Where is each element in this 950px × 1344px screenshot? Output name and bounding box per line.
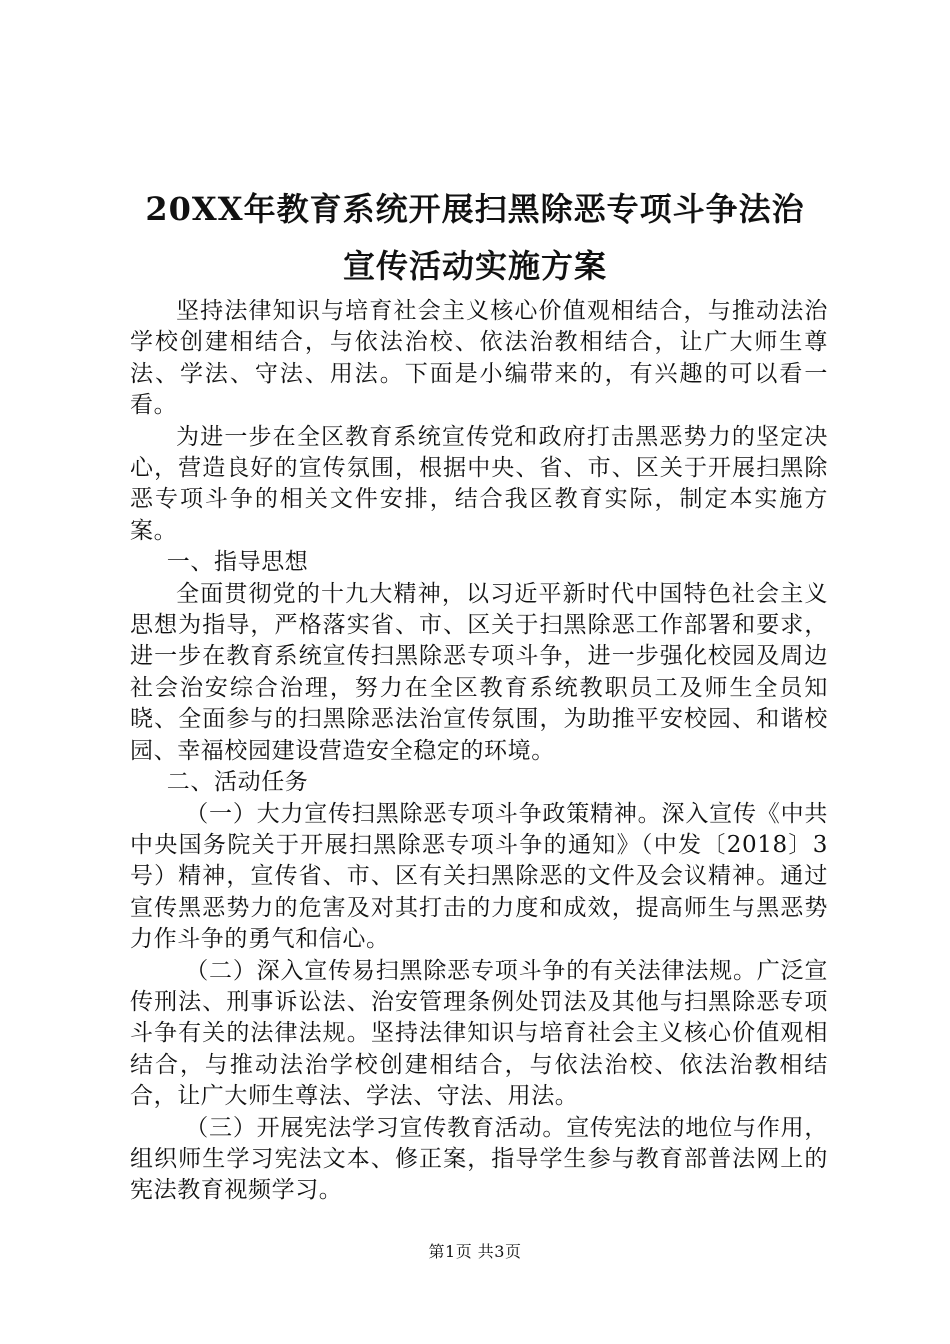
page-number-footer: 第1页 共3页 xyxy=(428,1242,522,1261)
purpose-paragraph: 为进一步在全区教育系统宣传党和政府打击黑恶势力的坚定决心，营造良好的宣传氛围，根据中央、省、市、区关于开展扫黑除恶专项斗争的相关文件安排，结合我区教育实际，制定本实施方案。 xyxy=(130,423,828,544)
task-1-paragraph: （一）大力宣传扫黑除恶专项斗争政策精神。深入宣传《中共中央国务院关于开展扫黑除恶专项斗争的通知》（中发〔2018〕3号）精神，宣传省、市、区有关扫黑除恶的文件及会议精神。通过宣传黑恶势力的危害及对其打击的力度和成效，提高师生与黑恶势力作斗争的勇气和信心。 xyxy=(130,800,828,953)
guiding-ideology-paragraph: 全面贯彻党的十九大精神，以习近平新时代中国特色社会主义思想为指导，严格落实省、市、区关于扫黑除恶工作部署和要求，进一步在教育系统宣传扫黑除恶专项斗争，进一步强化校园及周边社会治安综合治理，努力在全区教育系统教职员工及师生全员知晓、全面参与的扫黑除恶法治宣传氛围，为助推平安校园、和谐校园、幸福校园建设营造安全稳定的环境。 xyxy=(130,580,828,764)
section-heading-activity-tasks: 二、活动任务 xyxy=(166,769,309,796)
intro-paragraph: 坚持法律知识与培育社会主义核心价值观相结合，与推动法治学校创建相结合，与依法治校、依法治教相结合，让广大师生尊法、学法、守法、用法。下面是小编带来的，有兴趣的可以看一看。 xyxy=(130,298,828,419)
section-heading-guiding-ideology: 一、指导思想 xyxy=(166,549,309,576)
task-2-paragraph: （二）深入宣传易扫黑除恶专项斗争的有关法律法规。广泛宣传刑法、刑事诉讼法、治安管理条例处罚法及其他与扫黑除恶专项斗争有关的法律法规。坚持法律知识与培育社会主义核心价值观相结合，与推动法治学校创建相结合，与依法治校、依法治教相结合，让广大师生尊法、学法、守法、用法。 xyxy=(130,957,828,1110)
document-body xyxy=(130,296,828,1207)
document-title-line-2: 宣传活动实施方案 xyxy=(342,247,607,285)
task-3-paragraph: （三）开展宪法学习宣传教育活动。宣传宪法的地位与作用，组织师生学习宪法文本、修正案，指导学生参与教育部普法网上的宪法教育视频学习。 xyxy=(130,1114,828,1204)
document-title-line-1: 20XX年教育系统开展扫黑除恶专项斗争法治 xyxy=(145,190,805,228)
